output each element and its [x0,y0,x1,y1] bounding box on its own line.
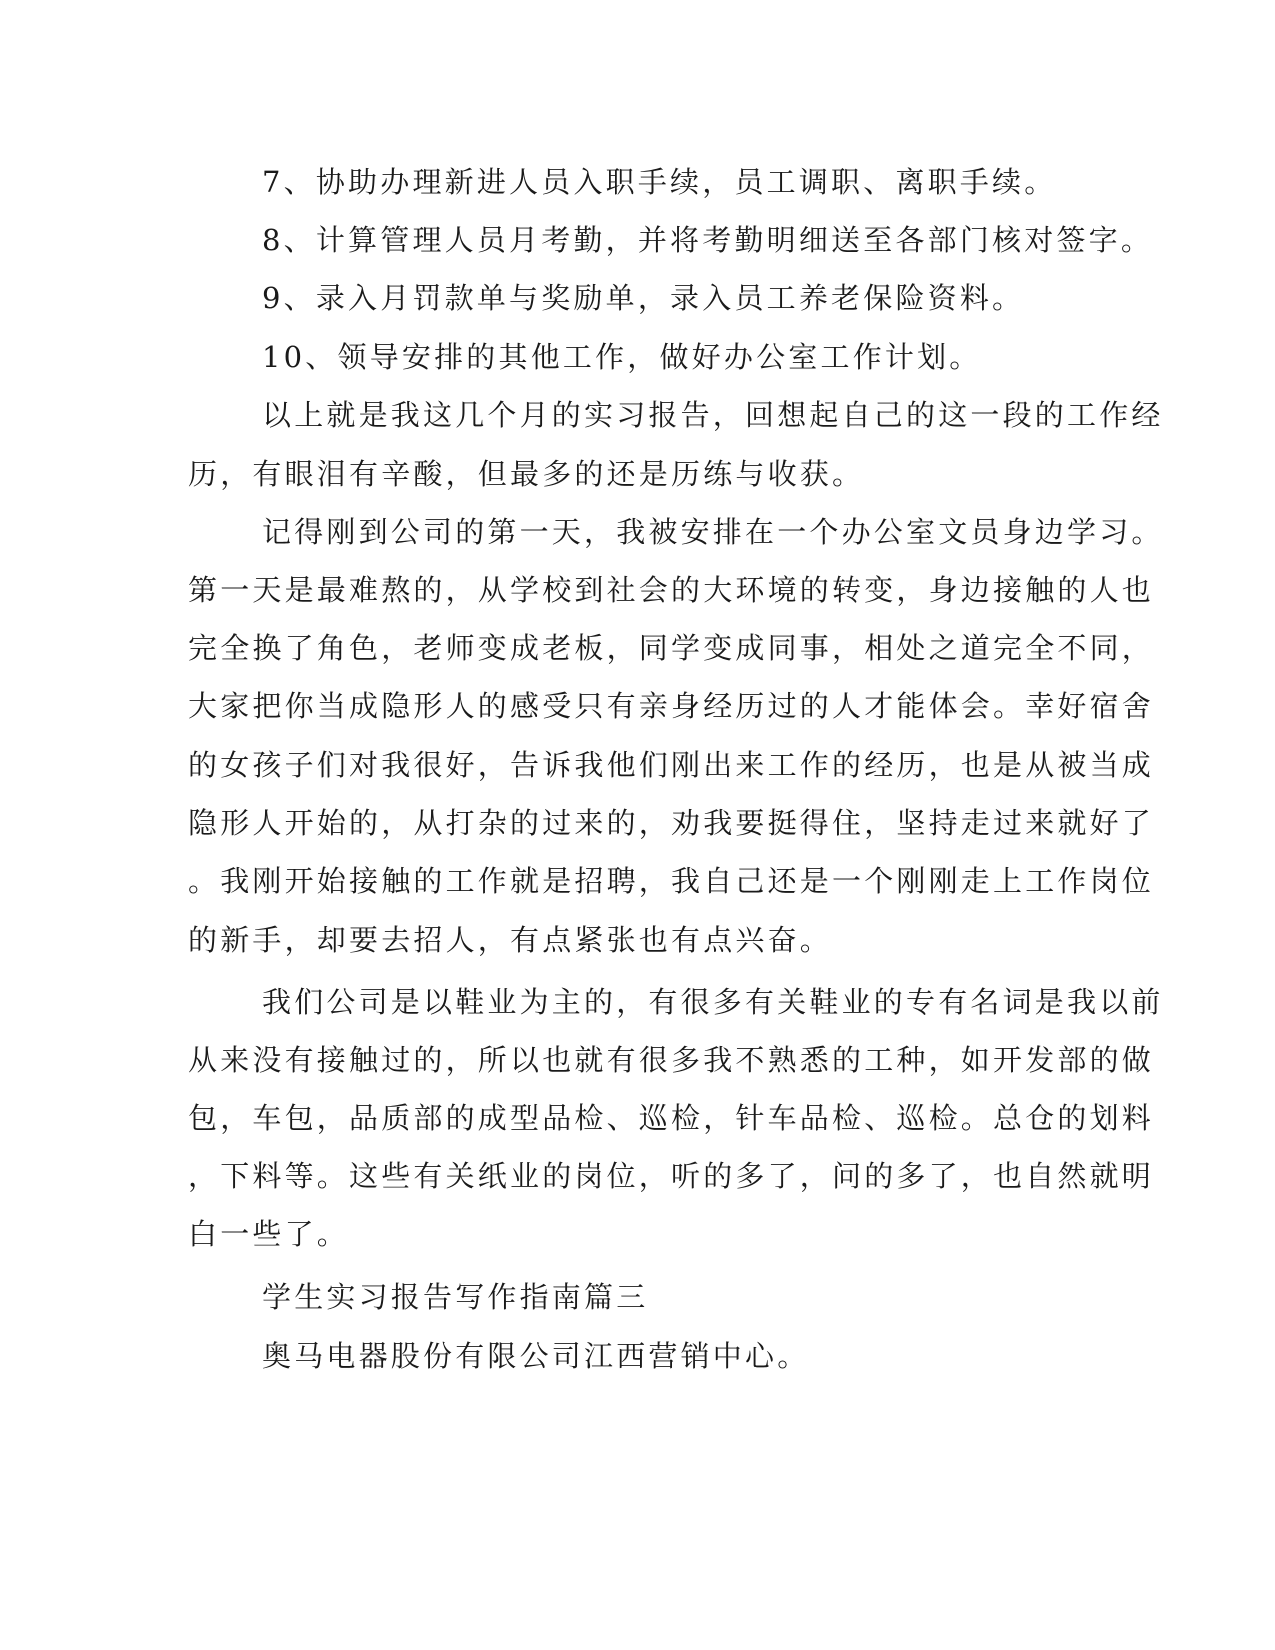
paragraph-line: 完全换了角色，老师变成老板，同学变成同事，相处之道完全不同， [188,631,1155,665]
paragraph-line: 第一天是最难熬的，从学校到社会的大环境的转变，身边接触的人也 [188,573,1155,607]
paragraph-line: 白一些了。 [188,1217,350,1251]
list-item-8: 8、计算管理人员月考勤，并将考勤明细送至各部门核对签字。 [262,223,1154,257]
paragraph-line: 。我刚开始接触的工作就是招聘，我自己还是一个刚刚走上工作岗位 [188,864,1155,898]
paragraph-line: 奥马电器股份有限公司江西营销中心。 [262,1339,810,1373]
paragraph-line: 以上就是我这几个月的实习报告，回想起自己的这一段的工作经 [262,398,1164,432]
paragraph-line: 的新手，却要去招人，有点紧张也有点兴奋。 [188,923,833,957]
list-item-9: 9、录入月罚款单与奖励单，录入员工养老保险资料。 [262,281,1025,315]
paragraph-line: 大家把你当成隐形人的感受只有亲身经历过的人才能体会。幸好宿舍 [188,689,1155,723]
list-item-7: 7、协助办理新进人员入职手续，员工调职、离职手续。 [262,165,1057,199]
paragraph-line: 从来没有接触过的，所以也就有很多我不熟悉的工种，如开发部的做 [188,1043,1155,1077]
section-heading: 学生实习报告写作指南篇三 [262,1280,649,1314]
paragraph-line: 隐形人开始的，从打杂的过来的，劝我要挺得住，坚持走过来就好了 [188,806,1155,840]
paragraph-line: 的女孩子们对我很好，告诉我他们刚出来工作的经历，也是从被当成 [188,748,1155,782]
paragraph-line: 记得刚到公司的第一天，我被安排在一个办公室文员身边学习。 [262,515,1164,549]
paragraph-line: 历，有眼泪有辛酸，但最多的还是历练与收获。 [188,457,865,491]
paragraph-line: 包，车包，品质部的成型品检、巡检，针车品检、巡检。总仓的划料 [188,1101,1155,1135]
paragraph-line: ，下料等。这些有关纸业的岗位，听的多了，问的多了，也自然就明 [188,1159,1155,1193]
list-item-10: 10、领导安排的其他工作，做好办公室工作计划。 [262,340,982,374]
paragraph-line: 我们公司是以鞋业为主的，有很多有关鞋业的专有名词是我以前 [262,985,1164,1019]
